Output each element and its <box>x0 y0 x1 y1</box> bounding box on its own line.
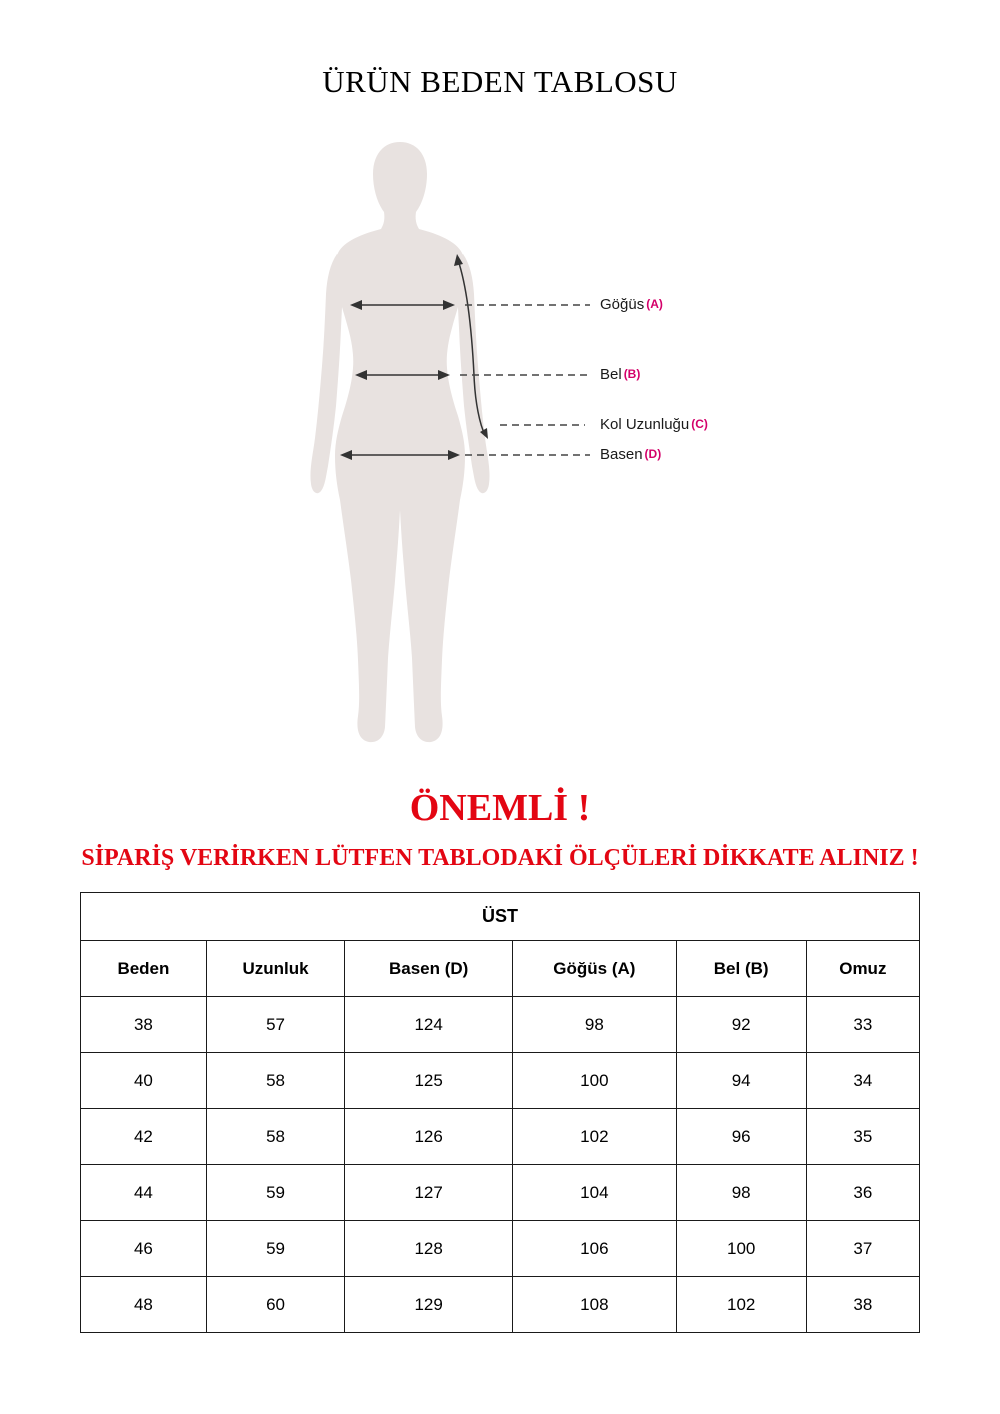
table-cell: 124 <box>345 997 513 1053</box>
table-row <box>81 1277 920 1333</box>
table-cell: 58 <box>206 1109 344 1165</box>
order-warning-text: SİPARİŞ VERİRKEN LÜTFEN TABLODAKİ ÖLÇÜLERİ DİKKATE ALINIZ ! <box>81 845 919 871</box>
table-cell: 128 <box>345 1221 513 1277</box>
table-cell: 57 <box>206 997 344 1053</box>
column-header-basen: Basen (D) <box>345 941 513 997</box>
table-cell: 106 <box>513 1221 677 1277</box>
table-cell: 33 <box>806 997 919 1053</box>
table-cell: 58 <box>206 1053 344 1109</box>
measurement-label-gogus <box>600 295 663 315</box>
table-row <box>81 997 920 1053</box>
measurement-letter: (C) <box>691 417 708 431</box>
table-cell: 40 <box>81 1053 207 1109</box>
table-cell: 102 <box>676 1277 806 1333</box>
measurement-name: Kol Uzunluğu <box>600 416 690 433</box>
table-cell: 96 <box>676 1109 806 1165</box>
important-heading: ÖNEMLİ ! <box>409 787 591 829</box>
table-cell: 35 <box>806 1109 919 1165</box>
measurement-name: Basen <box>600 446 643 463</box>
table-cell: 98 <box>676 1165 806 1221</box>
table-row <box>81 1221 920 1277</box>
table-cell: 94 <box>676 1053 806 1109</box>
table-cell: 36 <box>806 1165 919 1221</box>
table-group-row <box>81 893 920 941</box>
table-cell: 46 <box>81 1221 207 1277</box>
table-row <box>81 1165 920 1221</box>
table-cell: 60 <box>206 1277 344 1333</box>
column-header-beden: Beden <box>81 941 207 997</box>
table-header-row <box>81 941 920 997</box>
table-cell: 44 <box>81 1165 207 1221</box>
table-cell: 92 <box>676 997 806 1053</box>
table-cell: 59 <box>206 1221 344 1277</box>
measurement-name: Bel <box>600 366 622 383</box>
measurement-letter: (D) <box>644 447 662 461</box>
column-header-bel: Bel (B) <box>676 941 806 997</box>
column-header-gogus: Göğüs (A) <box>513 941 677 997</box>
table-cell: 125 <box>345 1053 513 1109</box>
size-table <box>80 892 920 1333</box>
table-cell: 126 <box>345 1109 513 1165</box>
table-cell: 38 <box>806 1277 919 1333</box>
table-cell: 98 <box>513 997 677 1053</box>
measurement-label-basen <box>600 445 661 465</box>
measurement-letter: (A) <box>646 297 663 311</box>
measurement-name: Göğüs <box>600 296 645 313</box>
page-title: ÜRÜN BEDEN TABLOSU <box>322 64 678 99</box>
column-header-uzunluk: Uzunluk <box>206 941 344 997</box>
silhouette-body <box>335 142 465 742</box>
table-cell: 42 <box>81 1109 207 1165</box>
table-cell: 108 <box>513 1277 677 1333</box>
table-cell: 34 <box>806 1053 919 1109</box>
table-group-header: ÜST <box>81 893 920 941</box>
measurement-letter: (B) <box>623 367 641 381</box>
table-cell: 127 <box>345 1165 513 1221</box>
table-cell: 48 <box>81 1277 207 1333</box>
table-cell: 102 <box>513 1109 677 1165</box>
table-cell: 37 <box>806 1221 919 1277</box>
measurement-label-kol-uzunlugu <box>600 415 708 435</box>
column-header-omuz: Omuz <box>806 941 919 997</box>
table-row <box>81 1109 920 1165</box>
table-cell: 129 <box>345 1277 513 1333</box>
table-cell: 100 <box>513 1053 677 1109</box>
body-silhouette <box>310 142 489 742</box>
table-cell: 38 <box>81 997 207 1053</box>
body-measurement-diagram <box>250 135 610 755</box>
measurement-label-bel <box>600 365 640 385</box>
table-row <box>81 1053 920 1109</box>
table-cell: 104 <box>513 1165 677 1221</box>
table-cell: 100 <box>676 1221 806 1277</box>
table-cell: 59 <box>206 1165 344 1221</box>
